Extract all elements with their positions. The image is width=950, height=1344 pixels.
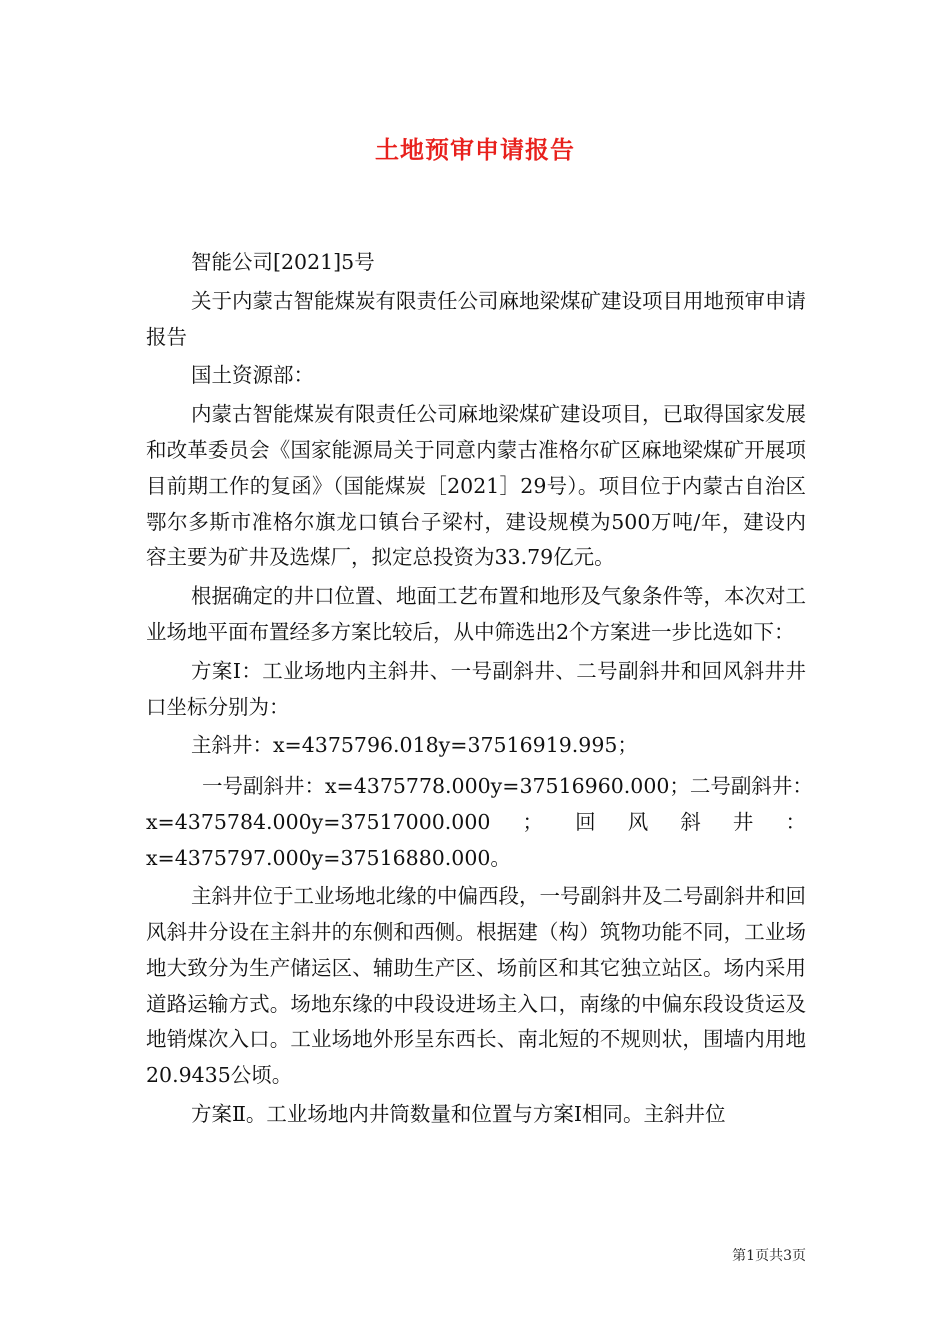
page-title: 土地预审申请报告 [375,135,575,164]
return-label-char-3: 斜 [680,810,701,835]
basis-paragraph: 根据确定的井口位置、地面工艺布置和地形及气象条件等，本次对工业场地平面布置经多方案比较后，从中筛选出2个方案进一步比选如下： [146,584,806,644]
return-coordinates: x=4375797.000y=37516880.000。 [146,846,511,871]
plan2-intro-paragraph: 方案Ⅱ。工业场地内井筒数量和位置与方案Ⅰ相同。主斜井位 [191,1101,726,1126]
addressee-paragraph: 国土资源部： [191,363,314,388]
return-label-char-2: 风 [627,810,649,835]
layout-description-paragraph: 主斜井位于工业场地北缘的中偏西段，一号副斜井及二号副斜井和回风斜井分设在主斜井的东侧和西侧。根据建（构）筑物功能不同，工业场地大致分为生产储运区、辅助生产区、场前区和其它独立站区。场内采用道路运输方式。场地东缘的中段设进场主入口，南缘的中偏东段设货运及地销煤次入口。工业场地外形呈东西长、南北短的不规则状，围墙内用地20.9435公顷。 [146,884,806,1088]
intro-paragraph: 内蒙古智能煤炭有限责任公司麻地梁煤矿建设项目，已取得国家发展和改革委员会《国家能源局关于同意内蒙古准格尔矿区麻地梁煤矿开展项目前期工作的复函》（国能煤炭［2021］29号）。项目位于内蒙古自治区鄂尔多斯市准格尔旗龙口镇台子梁村，建设规模为500万吨/年，建设内容主要为矿井及选煤厂，拟定总投资为33.79亿元。 [146,402,806,570]
main-shaft-coordinates: 主斜井：x=4375796.018y=37516919.995； [191,733,638,758]
return-label-char-1: 回 [575,810,596,835]
aux2-return-line [146,804,806,840]
aux-shafts-line [146,768,813,804]
return-label-char-5: ： [785,810,806,835]
shaft-coordinates-block [146,768,813,876]
page-footer: 第1页共3页 [732,1248,806,1264]
return-coordinates-line [146,840,806,876]
doc-number-paragraph: 智能公司[2021]5号 [191,250,375,274]
document-body [146,245,813,1133]
semicolon: ； [522,810,544,835]
plan1-intro-paragraph: 方案Ⅰ：工业场地内主斜井、一号副斜井、二号副斜井和回风斜井井口坐标分别为： [146,658,806,719]
return-label-char-4: 井 [732,810,754,835]
aux-shafts-text: 一号副斜井：x=4375778.000y=37516960.000；二号副斜井： [202,774,813,799]
subject-paragraph: 关于内蒙古智能煤炭有限责任公司麻地梁煤矿建设项目用地预审申请报告 [146,288,806,349]
aux2-coordinates: x=4375784.000y=37517000.000 [146,810,491,835]
